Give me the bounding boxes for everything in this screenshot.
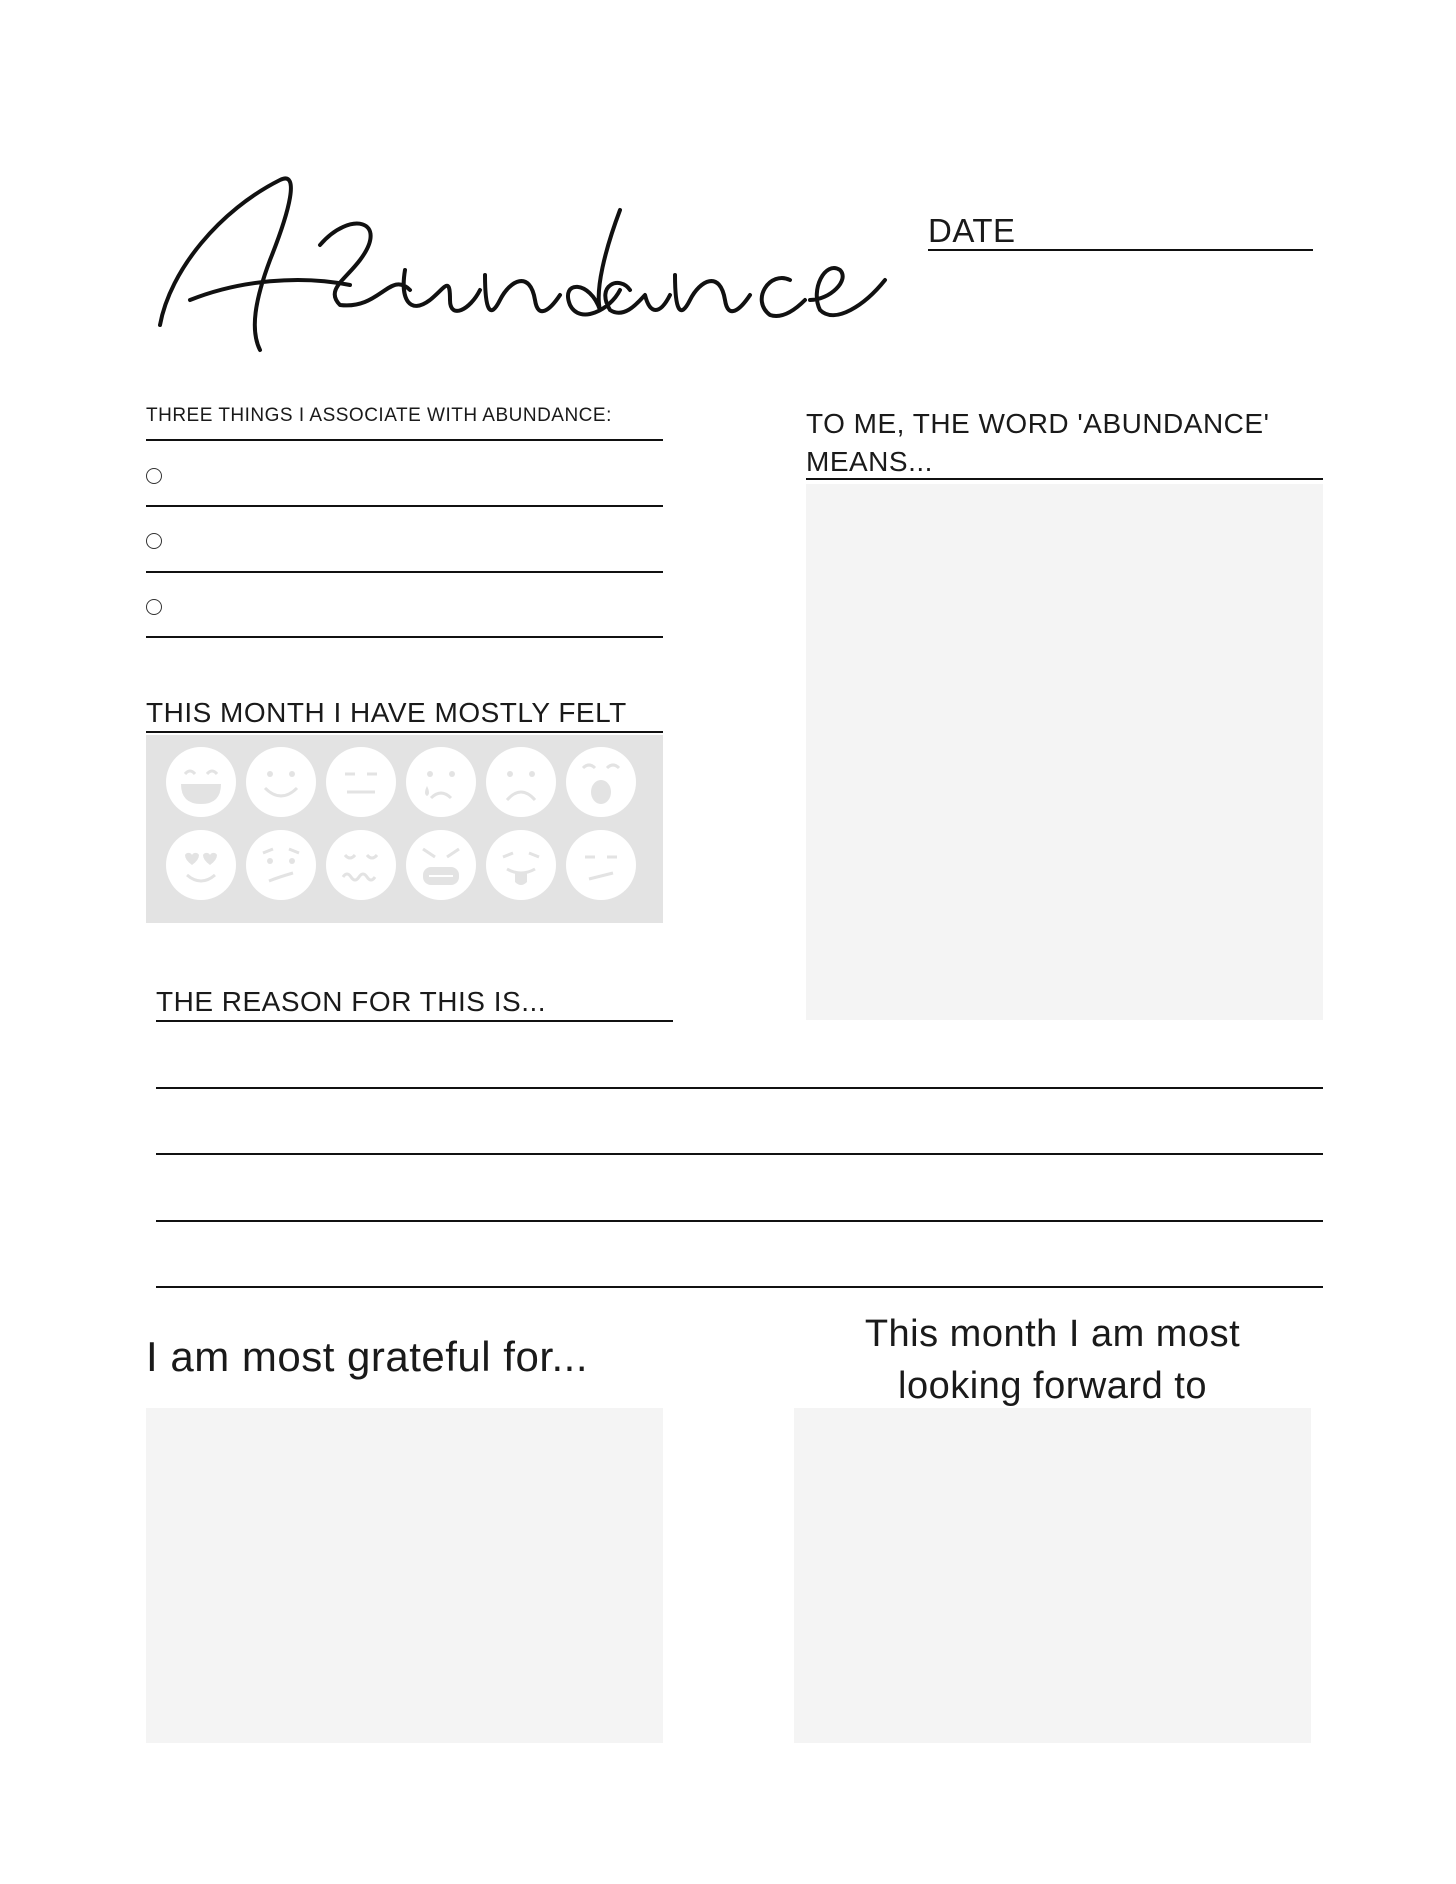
- date-label: DATE: [928, 212, 1016, 249]
- wavy-mouth-face-icon[interactable]: [325, 829, 397, 901]
- associations-heading-rule: [146, 439, 663, 441]
- association-line-1[interactable]: [146, 505, 663, 507]
- meaning-text-box[interactable]: [806, 484, 1323, 1020]
- bullet-circle-icon: [146, 599, 162, 615]
- associations-heading: THREE THINGS I ASSOCIATE WITH ABUNDANCE:: [146, 405, 612, 426]
- grateful-heading: I am most grateful for...: [146, 1333, 588, 1380]
- bullet-circle-icon: [146, 468, 162, 484]
- mood-heading-rule: [146, 731, 663, 733]
- shocked-face-icon[interactable]: [565, 746, 637, 818]
- mood-heading: THIS MONTH I HAVE MOSTLY FELT: [146, 697, 627, 728]
- tongue-out-face-icon[interactable]: [485, 829, 557, 901]
- forward-text-box[interactable]: [794, 1408, 1311, 1743]
- reason-line-1[interactable]: [156, 1087, 1323, 1089]
- mood-panel: [146, 735, 663, 923]
- grateful-text-box[interactable]: [146, 1408, 663, 1743]
- forward-heading: [794, 1308, 1311, 1412]
- reason-line-2[interactable]: [156, 1153, 1323, 1155]
- meaning-heading-line2: MEANS...: [806, 446, 933, 477]
- forward-heading-line1: This month I am most: [864, 1313, 1241, 1355]
- title-script-logo: [150, 150, 890, 370]
- page-title: [150, 150, 890, 370]
- laughing-face-icon[interactable]: [165, 746, 237, 818]
- date-input-line[interactable]: [928, 249, 1313, 251]
- confused-face-icon[interactable]: [245, 829, 317, 901]
- smiling-face-icon[interactable]: [245, 746, 317, 818]
- meaning-heading-rule: [806, 478, 1323, 480]
- meaning-heading: [806, 405, 1269, 481]
- association-line-3[interactable]: [146, 636, 663, 638]
- sad-face-icon[interactable]: [485, 746, 557, 818]
- reason-heading-rule: [156, 1020, 673, 1022]
- title-text: [890, 150, 891, 151]
- reason-line-3[interactable]: [156, 1220, 1323, 1222]
- association-line-2[interactable]: [146, 571, 663, 573]
- reason-heading: THE REASON FOR THIS IS...: [156, 986, 547, 1017]
- meaning-heading-line1: TO ME, THE WORD 'ABUNDANCE': [806, 408, 1270, 439]
- forward-heading-line2: looking forward to: [898, 1365, 1207, 1407]
- reason-line-4[interactable]: [156, 1286, 1323, 1288]
- heart-eyes-face-icon[interactable]: [165, 829, 237, 901]
- angry-face-icon[interactable]: [405, 829, 477, 901]
- bullet-circle-icon: [146, 533, 162, 549]
- crying-face-icon[interactable]: [405, 746, 477, 818]
- neutral-face-icon[interactable]: [325, 746, 397, 818]
- unamused-face-icon[interactable]: [565, 829, 637, 901]
